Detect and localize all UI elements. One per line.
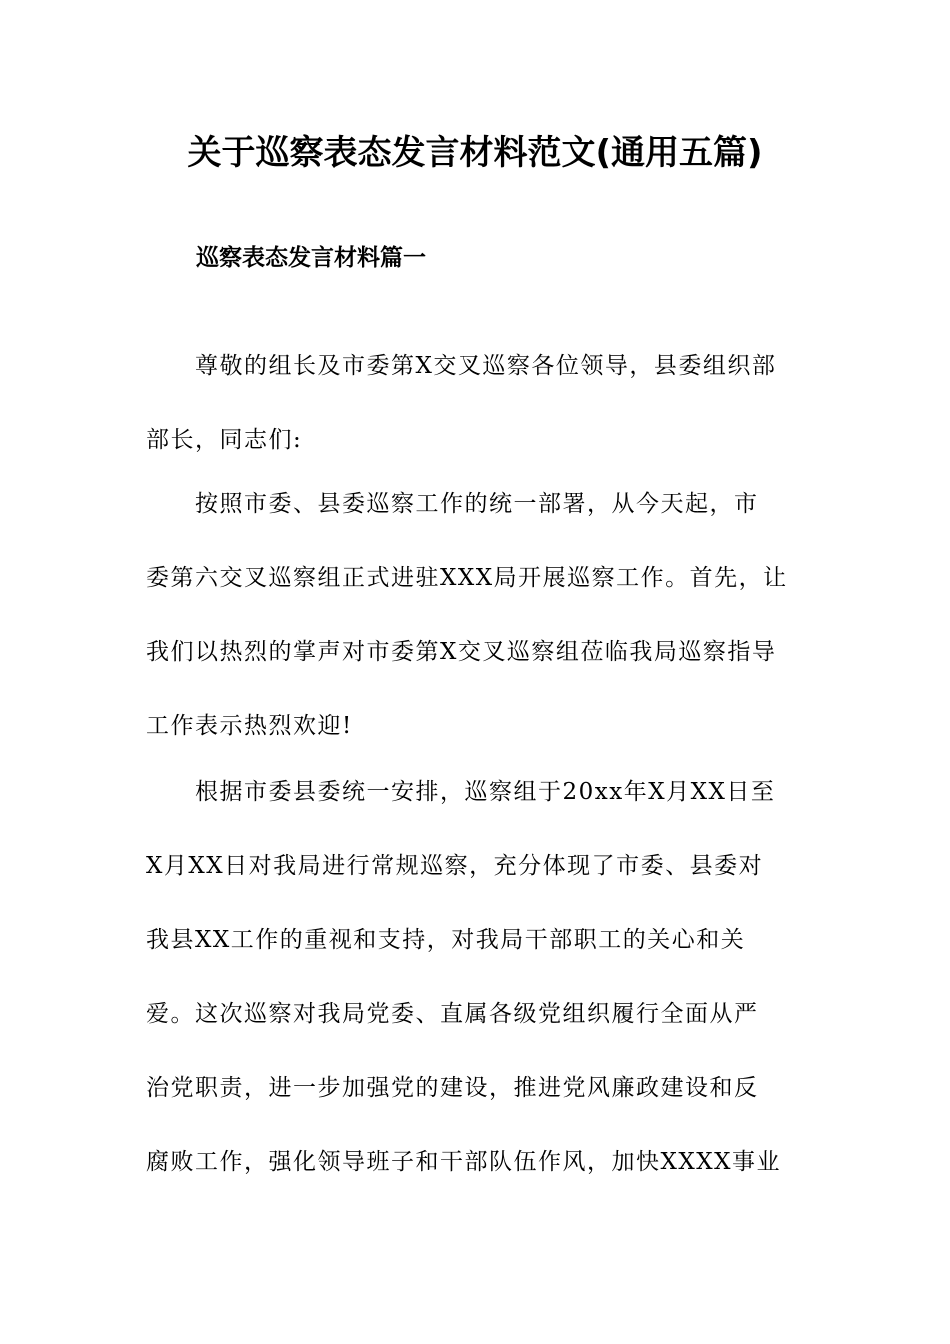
paragraph-line: 爱。这次巡察对我局党委、直属各级党组织履行全面从严: [146, 1001, 759, 1027]
paragraph-line: 根据市委县委统一安排，巡察组于20xx年X月XX日至: [146, 779, 776, 805]
paragraph-line: 部长，同志们:: [146, 427, 303, 453]
paragraph-line: 我县XX工作的重视和支持，对我局干部职工的关心和关: [146, 927, 746, 953]
paragraph-line: 按照市委、县委巡察工作的统一部署，从今天起，市: [146, 491, 759, 517]
section-heading: 巡察表态发言材料篇一: [196, 245, 426, 271]
paragraph-line: 治党职责，进一步加强党的建设，推进党风廉政建设和反: [146, 1075, 759, 1101]
paragraph-line: X月XX日对我局进行常规巡察，充分体现了市委、县委对: [146, 853, 764, 879]
paragraph-line: 工作表示热烈欢迎!: [146, 713, 353, 739]
paragraph-line: 尊敬的组长及市委第X交叉巡察各位领导，县委组织部: [146, 353, 777, 379]
document-title: 关于巡察表态发言材料范文(通用五篇): [187, 133, 763, 173]
paragraph-line: 委第六交叉巡察组正式进驻XXX局开展巡察工作。首先，让: [146, 565, 788, 591]
paragraph-line: 我们以热烈的掌声对市委第X交叉巡察组莅临我局巡察指导: [146, 639, 777, 665]
paragraph-line: 腐败工作，强化领导班子和干部队伍作风，加快XXXX事业: [146, 1149, 781, 1175]
